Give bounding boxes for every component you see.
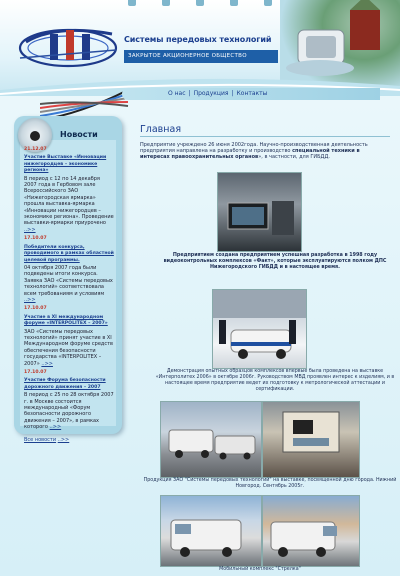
news-date: 21.12.07 [24,147,47,152]
intro-text: Предприятие учреждено 26 июня 2002года. Научно-производственная деятельность предприятия направлена на разработку и производство специальной техники в интересах правоохранительных органов», в частности, для ГИБДД. [140,142,368,161]
photo-caption-2: Демонстрация опытных образцов комплексов впервые была проведена на выставке «Интерполитех 2006» в октябре 2006г. Руководством МВД проявлен интерес к изделиям, и в настоящее время предприятие ведет их подготовку к метрологической аттестации и сертификации. [155,369,395,392]
vehicle-interior-photo [217,172,302,252]
all-news [24,437,114,443]
exhibition-photo-1 [160,401,262,478]
news-more-link[interactable]: ..>> [41,360,53,367]
news-title-link[interactable]: Участие в XI международном форуме «INTERPOLITEX – 2007» [24,314,108,327]
nav-products-link[interactable]: Продукция [193,90,229,97]
nav-separator: | [231,90,234,97]
news-text: 04 октября 2007 года были подведены итоги конкурса. Заявка ЗАО «Системы передовых технологий» соответствовала всем требованиям и условиям ..>> [24,264,113,303]
news-title-link[interactable]: Победители конкурса, проводимого в рамках областной целевой программы. [24,244,114,263]
news-item [24,370,114,431]
nav-separator: | [188,90,191,97]
news-more-link[interactable]: ..>> [24,226,36,233]
company-tagline: ЗАКРЫТОЕ АКЦИОНЕРНОЕ ОБЩЕСТВО [124,50,278,63]
news-item [24,306,114,367]
mobile-complex-photo-1 [160,495,262,567]
exhibition-photo-2 [262,401,360,478]
nav-contacts-link[interactable]: Контакты [236,90,268,97]
header [0,0,400,96]
all-news-link[interactable]: Все новости [24,436,57,443]
top-nav [168,90,267,97]
nav-about-link[interactable]: О нас [168,90,186,97]
page-title: Главная [140,124,182,135]
news-date: 17.10.07 [24,306,47,312]
intro-highlight: специальной техники в интересах правоохранительных органов [140,148,360,161]
news-text: В период с 12 по 14 декабря 2007 года в Гербовом зале Всероссийского ЗАО «Нижегородская ярмарка» прошла выставка-ярмарка «Инновации нижегородцев – экономике региона». Проведение выставки-ярмарки приурочено ..>> [24,175,114,233]
news-text: ЗАО «Системы передовых технологий» принят участие в XI Международном форуме средств обеспечения безопасности государства «INTERPOLITEX – 2007» ..>> [24,328,113,367]
photo-caption-4: Мобильный комплекс "Стрелка" [219,567,301,572]
company-name: Системы передовых технологий [124,35,272,44]
police-car-photo [212,289,307,369]
news-sidebar [14,116,122,443]
news-more-link[interactable]: ..>> [24,296,36,303]
news-text: В период с 25 по 28 октября 2007 г. в Москве состоится международный «Форум безопасности дорожного движения – 2007», в рамках которого ..>> [24,392,114,431]
news-item [24,236,114,303]
news-date: 17.10.07 [24,370,47,375]
news-title-link[interactable]: Участие Выставке «Инновации нижегородцев – экономике региона» [24,155,107,174]
title-divider [140,136,390,137]
mobile-complex-photo-2 [262,495,360,567]
news-item [24,147,114,233]
photo-caption-3: Продукция ЗАО "Системы передовых технологий" на выставке, посвященной дню города. Нижний Новгород. Сентябрь 2005г. [143,478,397,489]
news-title-link[interactable]: Участие Форума безопасности дорожного движения – 2007 [24,378,106,390]
all-news-more-link[interactable]: ..>> [57,436,70,443]
company-logo [16,20,120,72]
top-decoration [128,0,272,6]
photo-caption-1: Предприятием создана предприятием успешная разработка в 1998 году видеоконтрольных комплексов «Факт», которые эксплуатируются полком ДПС Нижегородского ГИБДД и в настоящее время. [163,253,387,270]
news-date: 17.10.07 [24,236,47,242]
news-title: Новости [60,130,98,139]
news-list [24,144,114,443]
news-more-link[interactable]: ..>> [49,424,62,431]
